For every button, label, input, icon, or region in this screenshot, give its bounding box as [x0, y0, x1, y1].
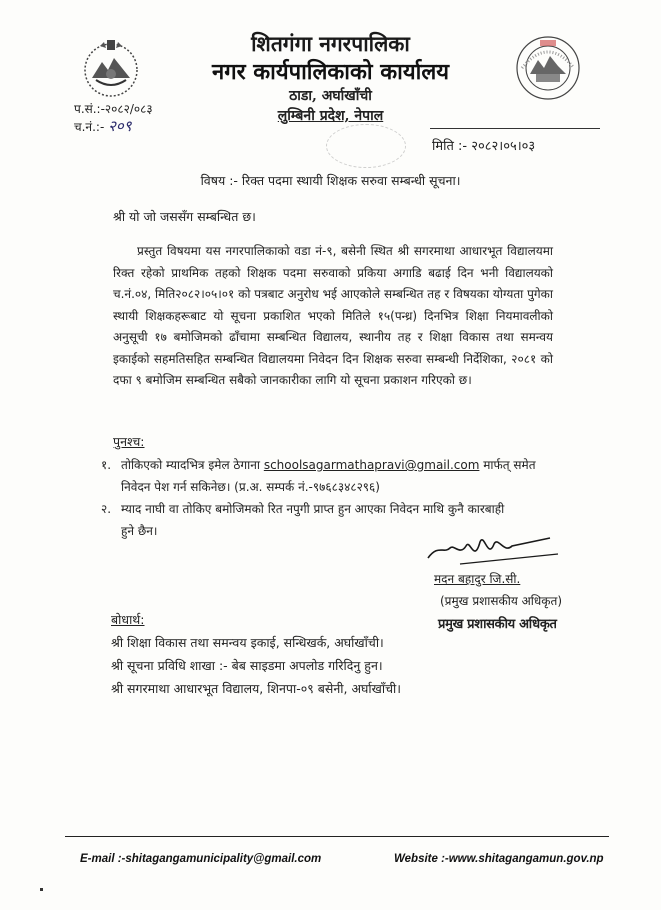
signatory-post: (प्रमुख प्रशासकीय अधिकृत) [440, 594, 563, 608]
cc-item: श्री सूचना प्रविधि शाखा :- बेब साइडमा अपलोड गरिदिनु हुन। [111, 658, 383, 673]
reference-chn-value: २०९ [108, 117, 132, 135]
letter-greeting: श्री यो जो जससँग सम्बन्धित छ। [113, 209, 256, 224]
office-name: नगर कार्यपालिकाको कार्यालय [212, 59, 449, 85]
handwritten-signature [420, 524, 560, 574]
postscript-text-end: मार्फत् समेत [479, 458, 536, 472]
postscript-number: १. [101, 458, 112, 472]
reference-chn [74, 116, 132, 136]
letter-subject: विषय :- रिक्त पदमा स्थायी शिक्षक सरुवा सम्बन्धी सूचना। [200, 173, 461, 188]
postscript-continuation: निवेदन पेश गर्न सकिनेछ। (प्र.अ. सम्पर्क नं.-९७६८३४८२९६) [121, 480, 380, 494]
letter-body [113, 241, 553, 392]
letter-body-text: प्रस्तुत विषयमा यस नगरपालिकाको वडा नं-९, बसेनी स्थित श्री सगरमाथा आधारभूत विद्यालयमा रिक्त रहेको प्राथमिक तहको शिक्षक पदमा सरुवाको प्रकिया अगाडि बढाई दिन भनी विद्यालयको च.नं.०४, मिति२०८२।०५।०१ को पत्रबाट अनुरोध भई आएकोले सम्बन्धित तह र विषयका योग्यता पुगेका स्थायी शिक्षकहरूबाट यो सूचना प्रकाशित भएको मितिले १५(पन्ध्र) दिनभित्र शिक्षा नियमावलीको अनुसूची १७ बमोजिमको ढाँचामा सम्बन्धित विद्यालय, स्थानीय तह र शिक्षा विकास तथा समन्वय इकाईको सहमतिसहित सम्बन्धित विद्यालयमा निवेदन दिन शिक्षक सरुवा सम्बन्धी निर्देशिका, २०८१ को दफा ९ बमोजिम सम्बन्धित सबैको जानकारीका लागि यो सूचना प्रकाशन गरिएको छ। [113, 244, 553, 387]
footer-email[interactable]: E-mail :-shitagangamunicipality@gmail.com [80, 853, 322, 865]
postscript-continuation: हुने छैन। [121, 524, 158, 538]
signatory-stamp: प्रमुख प्रशासकीय अधिकृत [438, 617, 557, 632]
official-stamp-mark [326, 124, 406, 168]
footer-website[interactable]: Website :-www.shitagangamun.gov.np [394, 853, 604, 865]
postscript-heading: पुनश्च: [113, 434, 145, 449]
province-name: लुम्बिनी प्रदेश, नेपाल [277, 108, 384, 124]
footer-divider [65, 836, 609, 837]
cc-item: श्री सगरमाथा आधारभूत विद्यालय, शिनपा-०९ बसेनी, अर्घाखाँची। [111, 681, 401, 696]
date-divider [430, 128, 600, 129]
municipality-name: शितगंगा नगरपालिका [251, 31, 410, 56]
reference-chn-label: च.नं.:- [74, 120, 105, 134]
postscript-item [101, 454, 561, 498]
cc-item: श्री शिक्षा विकास तथा समन्वय इकाई, सन्धिखर्क, अर्घाखाँची। [111, 635, 384, 650]
letter-date: मिति :- २०८२।०५।०३ [432, 139, 536, 154]
cc-heading: बोधार्थ: [111, 612, 145, 627]
postscript-number: २. [101, 502, 112, 516]
reference-ps: प.सं.:-२०८२/०८३ [74, 102, 153, 116]
postscript-text: तोकिएको म्यादभित्र इमेल ठेगाना [121, 458, 264, 472]
scan-speck [40, 888, 43, 891]
office-address: ठाडा, अर्घाखाँची [289, 88, 372, 104]
signatory-name: मदन बहादुर जि.सी. [434, 572, 521, 586]
school-email-link[interactable]: schoolsagarmathapravi@gmail.com [263, 458, 480, 472]
postscript-text: म्याद नाघी वा तोकिए बमोजिमको रित नपुगी प्राप्त हुन आएका निवेदन माथि कुनै कारबाही [121, 502, 505, 516]
